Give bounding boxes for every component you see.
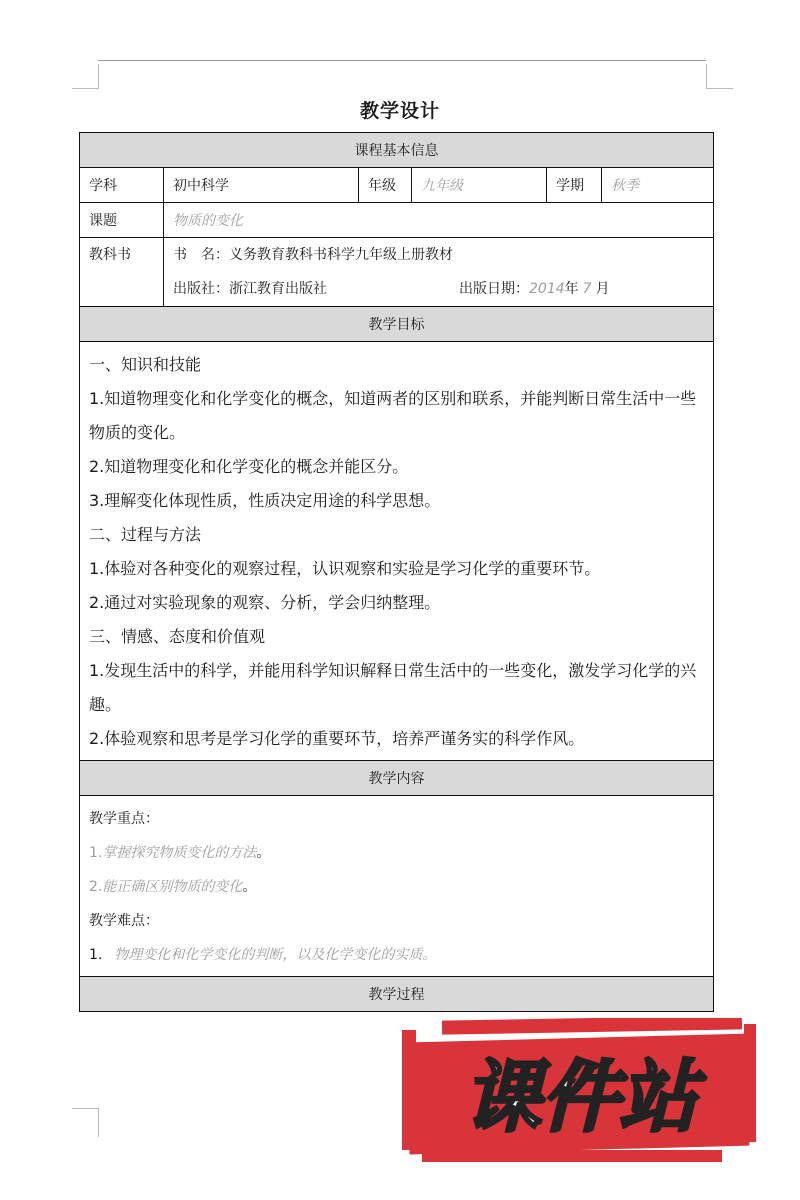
- punctuation: 。: [256, 845, 271, 861]
- objective-item: 3.理解变化体现性质，性质决定用途的科学思想。: [89, 491, 441, 510]
- key-point-text: 掌握探究物质变化的方法: [102, 845, 257, 861]
- section-basic-info: [80, 133, 714, 168]
- objective-heading: 二、过程与方法: [89, 525, 202, 544]
- objective-item: 2.知道物理变化和化学变化的概念并能区分。: [89, 457, 409, 476]
- subject-value[interactable]: 初中科学: [164, 168, 359, 203]
- watermark-stamp-logo: [402, 1018, 758, 1166]
- document-title: 教学设计: [359, 100, 440, 122]
- section-header: 教学过程: [80, 977, 714, 1012]
- page-corner-mark: [72, 64, 99, 89]
- objectives-row: [80, 342, 714, 761]
- subject-label: 学科: [80, 168, 164, 203]
- topic-value[interactable]: 物质的变化: [164, 203, 714, 238]
- content-body[interactable]: [80, 796, 714, 977]
- page-corner-mark: [706, 64, 733, 89]
- section-header: 课程基本信息: [80, 133, 714, 168]
- key-point-item: [89, 836, 704, 870]
- page-corner-mark: [72, 1108, 99, 1137]
- year-char: 年: [564, 281, 579, 297]
- difficulty-text: 物理变化和化学变化的判断，以及化学变化的实质。: [114, 947, 437, 963]
- objective-item: 1.知道物理变化和化学变化的概念，知道两者的区别和联系，并能判断日常生活中一些物质的变化。: [89, 389, 697, 442]
- publisher-date-line: [173, 272, 704, 306]
- objective-item: 2.体验观察和思考是学习化学的重要环节，培养严谨务实的科学作风。: [89, 729, 585, 748]
- key-point-item: [89, 870, 704, 904]
- difficulty-item: [89, 938, 704, 972]
- section-content: [80, 761, 714, 796]
- list-number: 1.: [89, 845, 103, 861]
- term-label: 学期: [547, 168, 602, 203]
- book-name: 书 名：义务教育教科书科学九年级上册教材: [173, 247, 453, 263]
- textbook-row: [80, 238, 714, 307]
- page-header-rule: [98, 60, 706, 61]
- textbook-info[interactable]: [164, 238, 714, 307]
- section-header: 教学目标: [80, 307, 714, 342]
- lesson-plan-table: [79, 132, 714, 1012]
- content-row: [80, 796, 714, 977]
- textbook-label: 教科书: [89, 247, 131, 263]
- objective-item: 1.体验对各种变化的观察过程，认识观察和实验是学习化学的重要环节。: [89, 559, 601, 578]
- objective-heading: 一、知识和技能: [89, 355, 202, 374]
- watermark-text: 课件站: [462, 1053, 698, 1143]
- term-value[interactable]: 秋季: [602, 168, 714, 203]
- topic-row: [80, 203, 714, 238]
- objective-item: 1.发现生活中的科学，并能用科学知识解释日常生活中的一些变化，激发学习化学的兴趣。: [89, 661, 697, 714]
- pub-year: 2014: [529, 281, 565, 297]
- pub-date-label: 出版日期：: [459, 281, 529, 297]
- pub-month: 7: [582, 281, 592, 297]
- key-point-text: 能正确区别物质的变化: [102, 879, 243, 895]
- key-points-label: 教学重点：: [89, 811, 159, 827]
- punctuation: 。: [242, 879, 257, 895]
- objectives-body[interactable]: [80, 342, 714, 761]
- grade-value[interactable]: 九年级: [412, 168, 547, 203]
- objective-item: 2.通过对实验现象的观察、分析，学会归纳整理。: [89, 593, 441, 612]
- list-number: 2.: [89, 879, 103, 895]
- objective-heading: 三、情感、态度和价值观: [89, 627, 266, 646]
- section-objectives: [80, 307, 714, 342]
- section-process: [80, 977, 714, 1012]
- objectives-list: [89, 348, 704, 756]
- difficulty-label: 教学难点：: [89, 913, 159, 929]
- list-number: 1.: [89, 947, 103, 963]
- topic-label: 课题: [80, 203, 164, 238]
- publisher: 出版社：浙江教育出版社: [173, 281, 327, 297]
- grade-label: 年级: [359, 168, 412, 203]
- month-char: 月: [595, 281, 610, 297]
- section-header: 教学内容: [80, 761, 714, 796]
- info-row: [80, 168, 714, 203]
- textbook-label-cell: [80, 238, 164, 307]
